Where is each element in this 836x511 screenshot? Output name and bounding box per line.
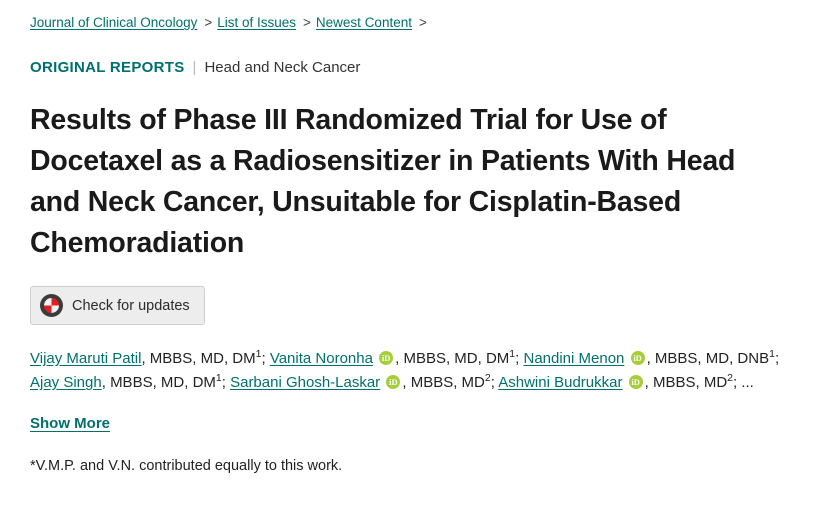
author-degrees: , bbox=[402, 374, 411, 391]
author-trailing: ; bbox=[261, 350, 270, 367]
breadcrumb bbox=[30, 14, 806, 32]
author-degrees: , bbox=[646, 350, 655, 367]
author-link[interactable]: Vijay Maruti Patil bbox=[30, 350, 142, 367]
check-for-updates-label: Check for updates bbox=[72, 297, 190, 314]
author-trailing: ; bbox=[221, 374, 231, 391]
show-more-button[interactable]: Show More bbox=[30, 415, 111, 432]
author-affiliation: 1 bbox=[215, 372, 222, 384]
orcid-icon[interactable] bbox=[386, 375, 400, 389]
author-affiliation: 1 bbox=[769, 348, 775, 360]
author-degrees-text: MBBS, MD, DM bbox=[149, 350, 256, 367]
author-link[interactable]: Ashwini Budrukkar bbox=[498, 374, 623, 391]
section-divider: | bbox=[192, 59, 197, 76]
crossmark-logo-icon bbox=[40, 294, 63, 317]
breadcrumb-separator: > bbox=[303, 15, 311, 30]
check-for-updates-button[interactable] bbox=[30, 286, 205, 325]
article-topic-label: Head and Neck Cancer bbox=[204, 59, 361, 76]
author-link[interactable]: Sarbani Ghosh-Laskar bbox=[230, 374, 381, 391]
author-degrees: , bbox=[395, 350, 404, 367]
author-degrees: , bbox=[141, 350, 150, 367]
author-degrees: , bbox=[644, 374, 653, 391]
author-trailing: ; bbox=[515, 350, 524, 367]
author-trailing: ; bbox=[774, 350, 780, 367]
breadcrumb-separator: > bbox=[204, 15, 213, 30]
author-affiliation: 2 bbox=[727, 372, 734, 384]
author-degrees-text: MBBS, MD, DNB bbox=[654, 350, 770, 367]
orcid-icon[interactable] bbox=[379, 351, 393, 365]
breadcrumb-item-newest-content[interactable]: Newest Content bbox=[315, 15, 412, 30]
author-affiliation: 1 bbox=[255, 348, 262, 360]
page-title: Results of Phase III Randomized Trial for Use of Docetaxel as a Radiosensitizer in Patients With Head and Neck Cancer, Unsuitable for Cisplatin-Based Chemoradiation bbox=[30, 104, 736, 259]
breadcrumb-separator: > bbox=[418, 15, 427, 30]
author-trailing: ; ... bbox=[733, 374, 754, 391]
breadcrumb-item-list-of-issues[interactable]: List of Issues bbox=[217, 15, 297, 30]
section-label bbox=[30, 58, 806, 78]
author-list bbox=[30, 347, 802, 395]
article-type-label: ORIGINAL REPORTS bbox=[30, 59, 185, 76]
author-degrees-text: MBBS, MD bbox=[410, 374, 485, 391]
author-degrees-text: MBBS, MD, DM bbox=[403, 350, 510, 367]
orcid-icon[interactable] bbox=[631, 351, 645, 365]
equal-contribution-footnote: *V.M.P. and V.N. contributed equally to this work. bbox=[30, 458, 343, 474]
breadcrumb-item-journal[interactable]: Journal of Clinical Oncology bbox=[30, 15, 198, 30]
author-trailing: ; bbox=[490, 374, 499, 391]
orcid-icon[interactable] bbox=[629, 375, 643, 389]
author-affiliation: 1 bbox=[509, 348, 516, 360]
author-link[interactable]: Ajay Singh bbox=[30, 374, 102, 391]
author-degrees-text: MBBS, MD bbox=[652, 374, 728, 391]
author-degrees: , bbox=[101, 374, 111, 391]
author-affiliation: 2 bbox=[484, 372, 491, 384]
author-link[interactable]: Nandini Menon bbox=[523, 350, 625, 367]
author-link[interactable]: Vanita Noronha bbox=[269, 350, 373, 367]
author-degrees-text: MBBS, MD, DM bbox=[110, 374, 216, 391]
